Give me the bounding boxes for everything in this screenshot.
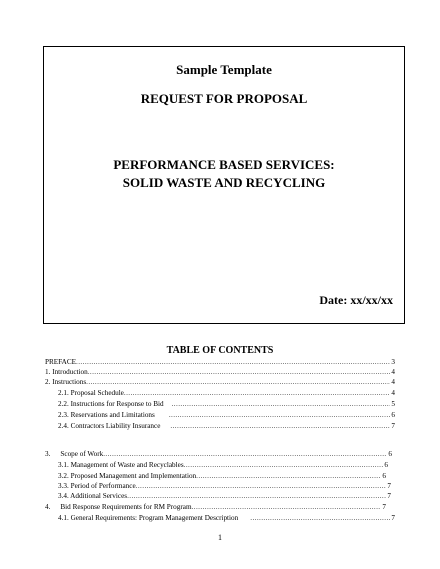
toc-entry-page: 7	[387, 482, 391, 490]
toc-entry-scope-of-work[interactable]	[45, 450, 392, 459]
toc-entry-page: 6	[382, 472, 386, 480]
toc-entry-instructions[interactable]	[45, 378, 395, 387]
toc-entry-label: 2. Instructions	[45, 378, 87, 386]
cover-title: REQUEST FOR PROPOSAL	[140, 91, 308, 106]
toc-entry-label: 3.2. Proposed Management and Implementation	[58, 472, 197, 480]
toc-entry-label: Bid Response Requirements for RM Program	[60, 503, 192, 511]
toc-entry-proposed-management[interactable]	[58, 472, 386, 481]
toc-leader	[169, 411, 391, 420]
toc-entry-page: 6	[388, 450, 392, 458]
toc-leader	[136, 482, 387, 491]
toc-entry-page: 7	[387, 492, 391, 500]
toc-leader	[86, 378, 390, 387]
toc-entry-page: 7	[382, 503, 386, 511]
toc-entry-number: 3.	[45, 450, 51, 458]
toc-leader	[124, 389, 391, 398]
toc-entry-introduction[interactable]	[45, 368, 395, 377]
toc-entry-label: Scope of Work	[60, 450, 104, 458]
toc-entry-label: 3.4. Additional Services	[58, 492, 128, 500]
page-number: 1	[218, 533, 222, 542]
toc-entry-management-of-waste[interactable]	[58, 461, 388, 470]
toc-entry-label: 3.3. Period of Performance	[58, 482, 136, 490]
toc-entry-instructions-for-response[interactable]	[58, 400, 395, 409]
toc-entry-label: 1. Introduction	[45, 368, 88, 376]
toc-entry-period-of-performance[interactable]	[58, 482, 391, 491]
toc-entry-bid-response-requirements[interactable]	[45, 503, 386, 512]
toc-entry-general-requirements[interactable]	[58, 514, 395, 523]
toc-entry-page: 4	[391, 378, 395, 386]
toc-leader	[192, 503, 382, 512]
toc-entry-label: 2.3. Reservations and Limitations	[58, 411, 155, 419]
toc-entry-page: 3	[391, 358, 395, 366]
toc-entry-liability-insurance[interactable]	[58, 422, 395, 431]
cover-subtitle: Sample Template	[176, 62, 272, 77]
toc-entry-label: PREFACE	[45, 358, 77, 366]
toc-entry-preface[interactable]	[45, 358, 395, 367]
toc-entry-page: 4	[391, 389, 395, 397]
toc-leader	[196, 472, 381, 481]
toc-leader	[250, 514, 390, 523]
toc-entry-label: 2.4. Contractors Liability Insurance	[58, 422, 161, 430]
toc-entry-additional-services[interactable]	[58, 492, 391, 501]
toc-entry-page: 7	[391, 514, 395, 522]
toc-entry-page: 4	[391, 368, 395, 376]
toc-leader	[88, 368, 391, 377]
cover-date: Date: xx/xx/xx	[319, 293, 393, 307]
toc-leader	[127, 492, 386, 501]
cover-project-line-2: SOLID WASTE AND RECYCLING	[122, 175, 326, 190]
toc-leader	[103, 450, 387, 459]
cover-project-line-1: PERFORMANCE BASED SERVICES:	[113, 157, 335, 172]
toc-leader	[172, 400, 391, 409]
toc-entry-page: 6	[391, 411, 395, 419]
toc-entry-label: 4.1. General Requirements: Program Management Description	[58, 514, 239, 522]
toc-entry-proposal-schedule[interactable]	[58, 389, 395, 398]
toc-leader	[184, 461, 384, 470]
toc-entry-number: 4.	[45, 503, 51, 511]
toc-entry-page: 7	[391, 422, 395, 430]
toc-entry-page: 5	[391, 400, 395, 408]
toc-leader	[76, 358, 390, 367]
toc-entry-page: 6	[384, 461, 388, 469]
toc-leader	[170, 422, 390, 431]
toc-entry-label: 2.2. Instructions for Response to Bid	[58, 400, 164, 408]
toc-entry-label: 2.1. Proposal Schedule	[58, 389, 124, 397]
toc-entry-reservations[interactable]	[58, 411, 395, 420]
toc-entry-label: 3.1. Management of Waste and Recyclables	[58, 461, 184, 469]
toc-heading: TABLE OF CONTENTS	[166, 345, 274, 356]
